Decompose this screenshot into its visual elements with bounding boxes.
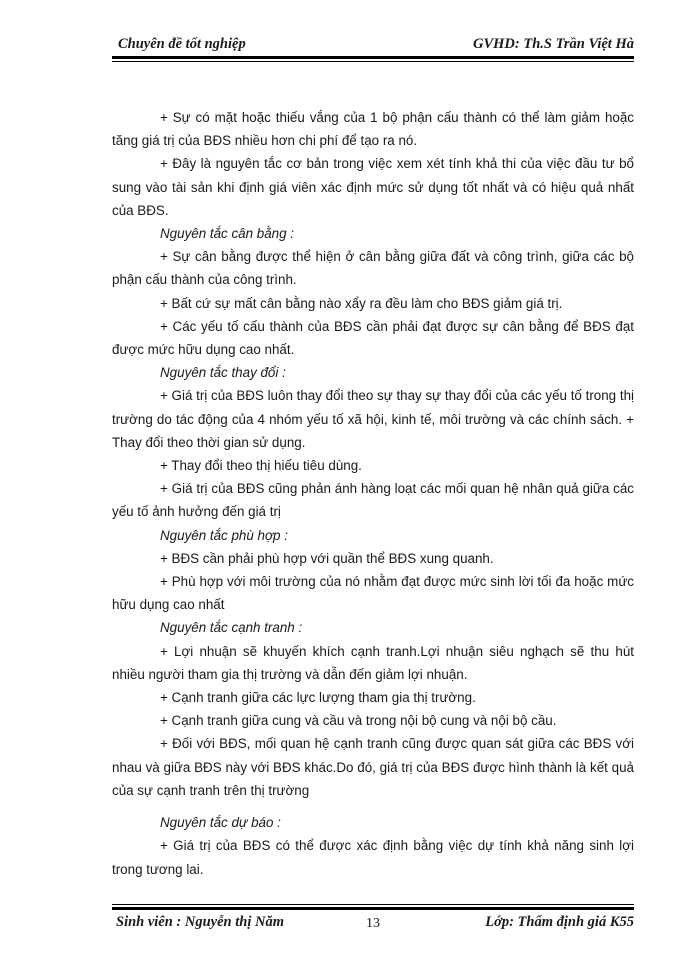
footer-rule-thick — [112, 907, 634, 910]
paragraph: + Đối với BĐS, mối quan hệ cạnh tranh cũng được quan sát giữa các BĐS với nhau và giữa BĐS này với BĐS khác.Do đó, giá trị của BĐS được hình thành là kết quả của sự cạnh tranh trên thị trường — [112, 736, 634, 798]
header-right-supervisor: GVHD: Th.S Trần Việt Hà — [472, 36, 634, 52]
paragraph: + Bất cứ sự mất cân bằng nào xẩy ra đều làm cho BĐS giảm giá trị. — [160, 295, 563, 311]
paragraph: + Cạnh tranh giữa cung và cầu và trong nội bộ cung và nội bộ cầu. — [160, 713, 557, 729]
section-heading: Nguyên tắc phù hợp : — [160, 527, 288, 543]
page-number: 13 — [366, 916, 380, 931]
footer-class-name: Lớp: Thẩm định giá K55 — [485, 914, 634, 930]
paragraph: + Giá trị của BĐS luôn thay đổi theo sự thay sự thay đổi của các yếu tố trong thị trường do tác động của 4 nhóm yếu tố xã hội, kinh tế, môi trường và các chính sách. + Thay đổi theo thời gian sử dụng. — [112, 388, 634, 450]
section-heading: Nguyên tắc cân bằng : — [160, 226, 294, 242]
paragraph: + Sự cân bằng được thể hiện ở cân bằng giữa đất và công trình, giữa các bộ phận cấu thành của công trình. — [112, 249, 634, 288]
footer-rule-thin — [112, 904, 634, 905]
header-rule-thin — [112, 61, 634, 62]
paragraph: + Cạnh tranh giữa các lực lượng tham gia thị trường. — [160, 690, 476, 706]
document-body — [112, 106, 634, 881]
section-heading: Nguyên tắc cạnh tranh : — [160, 620, 303, 636]
header-left-title: Chuyên đề tốt nghiệp — [118, 36, 246, 52]
section-heading: Nguyên tắc dự báo : — [160, 815, 281, 831]
header-rule-thick — [112, 56, 634, 59]
paragraph: + Thay đổi theo thị hiếu tiêu dùng. — [160, 458, 362, 474]
section-gap — [112, 802, 634, 811]
paragraph: + Đây là nguyên tắc cơ bản trong việc xem xét tính khả thi của việc đầu tư bổ sung vào tài sản khi định giá viên xác định mức sử dụng tốt nhất và có hiệu quả nhất của BĐS. — [112, 156, 634, 218]
paragraph: + Lợi nhuận sẽ khuyến khích cạnh tranh.Lợi nhuận siêu nghạch sẽ thu hút nhiều người tham gia thị trường và dẫn đến giảm lợi nhuận. — [112, 643, 634, 682]
paragraph: + Giá trị của BĐS cũng phản ánh hàng loạt các mối quan hệ nhân quả giữa các yếu tố ảnh hưởng đến giá trị — [112, 481, 634, 520]
paragraph: + BĐS cần phải phù hợp với quần thể BĐS xung quanh. — [160, 550, 494, 566]
footer-student-name: Sinh viên : Nguyễn thị Năm — [116, 914, 284, 930]
paragraph: + Sự có mặt hoặc thiếu vắng của 1 bộ phận cấu thành có thể làm giảm hoặc tăng giá trị của BĐS nhiều hơn chi phí để tạo ra nó. — [112, 110, 634, 149]
paragraph: + Các yếu tố cấu thành của BĐS cần phải đạt được sự cân bằng để BĐS đạt được mức hữu dụng cao nhất. — [112, 318, 634, 358]
paragraph: + Giá trị của BĐS có thể được xác định bằng việc dự tính khả năng sinh lợi trong tương lai. — [112, 838, 634, 877]
paragraph: + Phù hợp với môi trường của nó nhằm đạt được mức sinh lời tối đa hoặc mức hữu dụng cao nhất — [112, 574, 634, 613]
section-heading: Nguyên tắc thay đổi : — [160, 365, 286, 381]
